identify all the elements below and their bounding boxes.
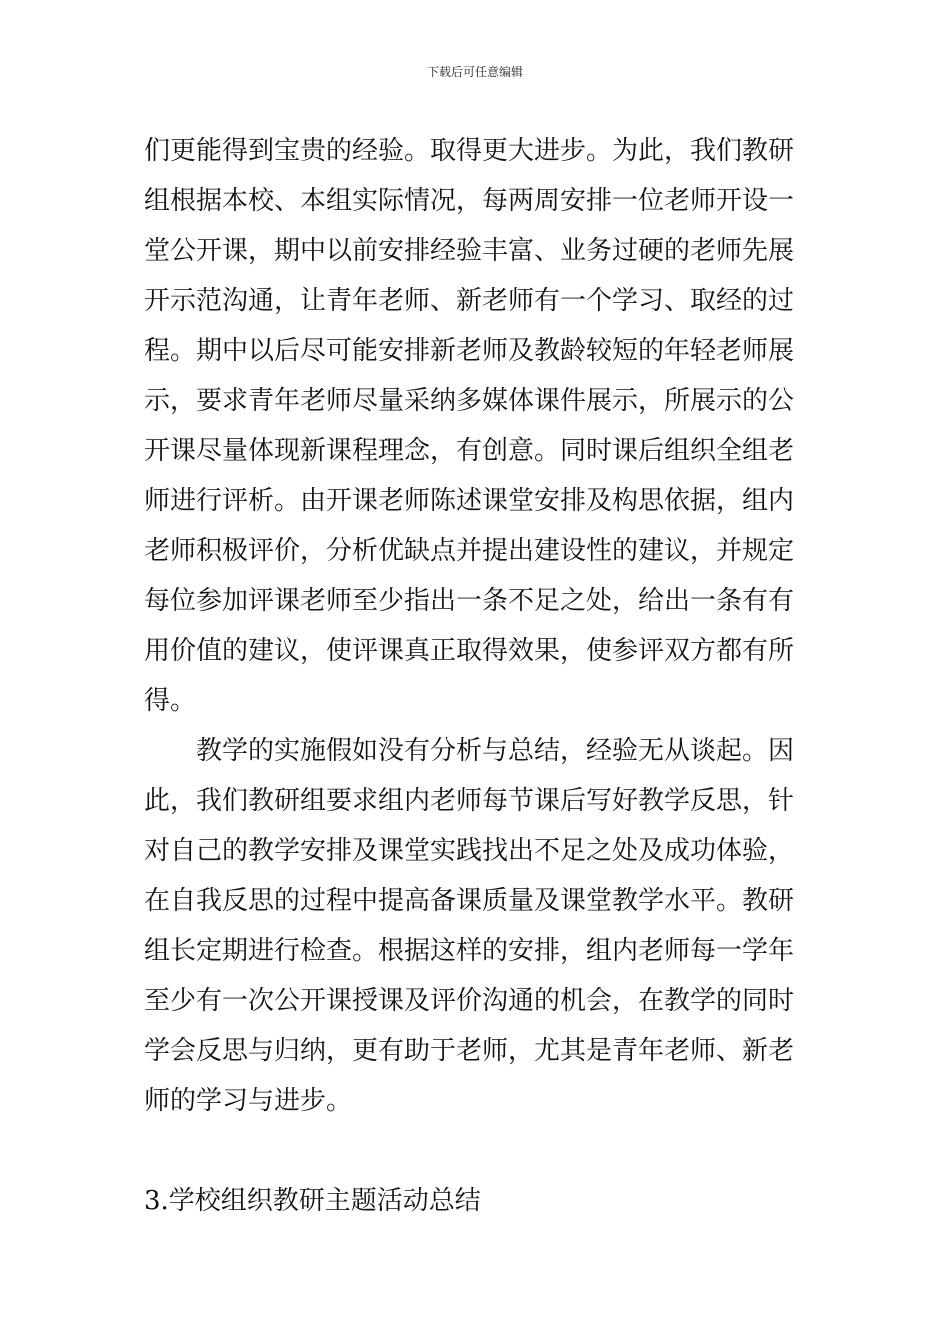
text-line: 至少有一次公开课授课及评价沟通的机会，在教学的同时 [144,986,795,1016]
text-line: 开课尽量体现新课程理念，有创意。同时课后组织全组老 [144,436,795,466]
document-body [144,126,812,1226]
text-line: 在自我反思的过程中提高备课质量及课堂教学水平。教研 [144,886,795,916]
text-line: 学会反思与归纳，更有助于老师，尤其是青年老师、新老 [144,1036,795,1066]
section-heading: 3.学校组织教研主题活动总结 [144,1186,481,1216]
text-line: 用价值的建议，使评课真正取得效果，使参评双方都有所 [144,636,795,666]
text-line: 堂公开课，期中以前安排经验丰富、业务过硬的老师先展 [144,236,795,266]
text-line: 开示范沟通，让青年老师、新老师有一个学习、取经的过 [144,286,795,316]
text-line: 老师积极评价，分析优缺点并提出建设性的建议，并规定 [144,536,795,566]
text-line: 对自己的教学安排及课堂实践找出不足之处及成功体验， [144,836,795,866]
text-line: 此，我们教研组要求组内老师每节课后写好教学反思，针 [144,786,795,816]
text-line: 得。 [144,686,197,716]
text-line: 每位参加评课老师至少指出一条不足之处，给出一条有有 [144,586,795,616]
text-line: 程。期中以后尽可能安排新老师及教龄较短的年轻老师展 [144,336,795,366]
text-line: 教学的实施假如没有分析与总结，经验无从谈起。因 [144,736,795,766]
paragraph-gap [144,1126,812,1176]
text-line: 师进行评析。由开课老师陈述课堂安排及构思依据，组内 [144,486,795,516]
page-header: 下载后可任意编辑 [426,65,523,79]
text-line: 示，要求青年老师尽量采纳多媒体课件展示，所展示的公 [144,386,795,416]
text-line: 组根据本校、本组实际情况，每两周安排一位老师开设一 [144,186,795,216]
text-line: 们更能得到宝贵的经验。取得更大进步。为此，我们教研 [144,136,795,166]
text-line: 师的学习与进步。 [144,1086,353,1116]
text-line: 组长定期进行检查。根据这样的安排，组内老师每一学年 [144,936,795,966]
